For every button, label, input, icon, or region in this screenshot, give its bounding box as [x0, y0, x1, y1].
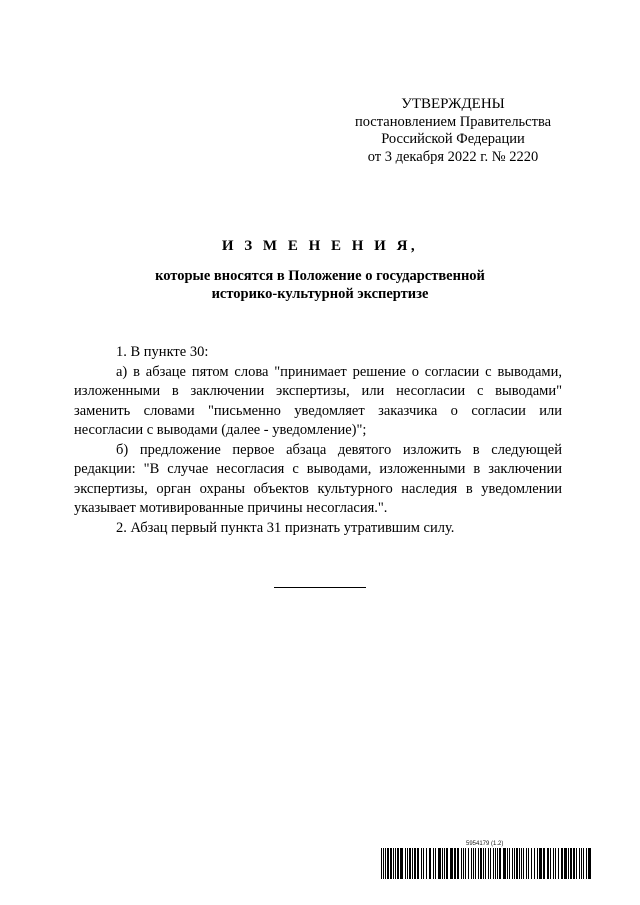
approval-block — [340, 96, 566, 166]
paragraph-3: б) предложение первое абзаца девятого изложить в следующей редакции: "В случае несогласия с выводами, изложенными в заключении экспертизы, орган охраны объектов культурного наследия в уведомлении указывает мотивированные причины несогласия.". — [74, 441, 562, 516]
paragraph-1: 1. В пункте 30: — [116, 344, 209, 360]
approval-line-2: Российской Федерации — [381, 131, 525, 147]
barcode-icon — [381, 848, 593, 879]
document-body — [74, 343, 562, 538]
approval-line-3: от 3 декабря 2022 г. № 2220 — [367, 148, 539, 165]
paragraph-2: а) в абзаце пятом слова "принимает решение о согласии с выводами, изложенными в заключении экспертизы, или несогласии с выводами" заменить словами "письменно уведомляет заказчика о согласии или несогласии с выводами (далее - уведомление)"; — [74, 363, 562, 438]
document-heading: И З М Е Н Е Н И Я, — [221, 238, 419, 254]
document-id: 5954179 (1.2) — [466, 841, 504, 847]
approval-title: УТВЕРЖДЕНЫ — [401, 96, 505, 112]
approval-line-1: постановлением Правительства — [354, 113, 552, 130]
separator-line — [274, 587, 366, 588]
subtitle-line-2: историко-культурной экспертизе — [211, 285, 429, 302]
subtitle-line-1: которые вносятся в Положение о государственной — [155, 268, 485, 284]
paragraph-4: 2. Абзац первый пункта 31 признать утратившим силу. — [116, 519, 455, 536]
document-subtitle — [0, 268, 640, 303]
